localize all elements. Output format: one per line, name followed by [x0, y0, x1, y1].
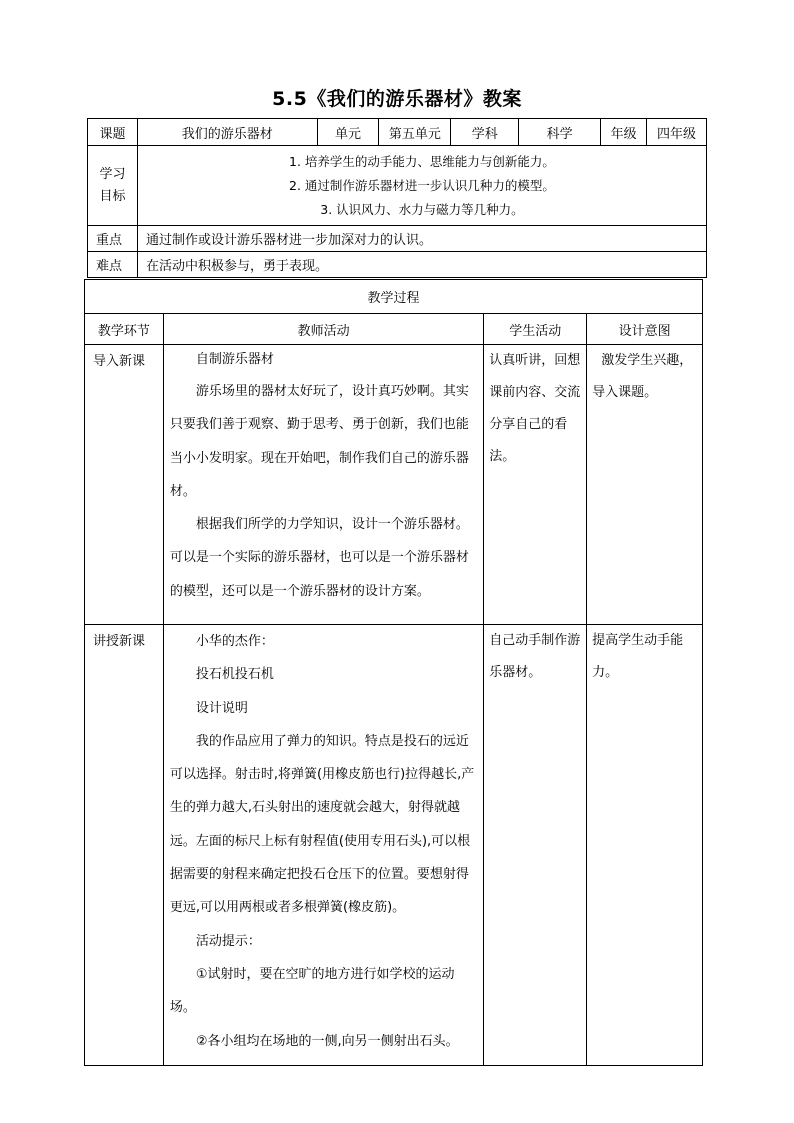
teach-line: 投石机投石机 — [195, 667, 274, 683]
intro-design-intent — [587, 345, 703, 625]
objectives-label-line-2: 目标 — [99, 188, 126, 204]
intro-paragraph: 游乐场里的器材太好玩了，设计真巧妙啊。其实只要我们善于观察、勤于思考、勇于创新，我们也能当小小发明家。现在开始吧，制作我们自己的游乐器材。 — [169, 384, 469, 499]
process-heading-row — [85, 280, 703, 314]
objectives-label-line-1: 学习 — [99, 166, 126, 182]
intro-student-activity — [484, 345, 587, 625]
teach-tip: ①试射时，要在空旷的地方进行如学校的运动场。 — [169, 966, 455, 1016]
objective-item: 1. 培养学生的动手能力、思维能力与创新能力。 — [289, 153, 555, 169]
lesson-label: 课题 — [88, 119, 138, 146]
teach-paragraph: 我的作品应用了弹力的知识。特点是投石的远近可以选择。射击时,将弹簧(用橡皮筋也行)拉得越长,产生的弹力越大,石头射出的速度就会越大，射得就越远。左面的标尺上标有射程值(使用专用石头),可以根据需要的射程来确定把投石仓压下的位置。要想射得更远,可以用两根或者多根弹簧(橡皮筋)。 — [169, 733, 475, 916]
intro-heading: 自制游乐器材 — [195, 352, 274, 367]
column-header-teacher: 教师活动 — [163, 314, 483, 345]
process-header-row — [85, 314, 703, 345]
teach-intent-text: 提高学生动手能力。 — [592, 633, 684, 680]
intro-teacher-activity — [163, 345, 483, 625]
teach-stage: 讲授新课 — [85, 625, 164, 1066]
objectives-row — [88, 146, 707, 226]
column-header-intent: 设计意图 — [587, 314, 703, 345]
key-point-label: 重点 — [88, 226, 138, 252]
intro-row — [85, 345, 703, 625]
objectives-label — [88, 146, 138, 226]
objective-item: 3. 认识风力、水力与磁力等几种力。 — [320, 201, 524, 217]
subject-label: 学科 — [451, 119, 519, 146]
lesson-value: 我们的游乐器材 — [137, 119, 317, 146]
difficulty-value: 在活动中积极参与，勇于表现。 — [137, 252, 706, 278]
teach-tip: ②各小组均在场地的一侧,向另一侧射出石头。 — [195, 1033, 459, 1049]
grade-label: 年级 — [601, 119, 647, 146]
teach-student-text: 自己动手制作游乐器材。 — [489, 633, 581, 680]
objective-item: 2. 通过制作游乐器材进一步认识几种力的模型。 — [289, 177, 555, 193]
teaching-process-table — [84, 279, 703, 1066]
grade-value: 四年级 — [647, 119, 707, 146]
teach-line: 小华的杰作： — [195, 634, 274, 649]
teach-design-intent — [587, 625, 703, 1066]
key-point-value: 通过制作或设计游乐器材进一步加深对力的认识。 — [137, 226, 706, 252]
page-title: 5.5《我们的游乐器材》教案 — [272, 88, 522, 110]
lesson-info-row — [88, 119, 707, 146]
unit-label: 单元 — [317, 119, 379, 146]
difficulty-label: 难点 — [88, 252, 138, 278]
unit-value: 第五单元 — [379, 119, 451, 146]
process-heading: 教学过程 — [85, 280, 703, 314]
key-point-row — [88, 226, 707, 252]
teach-teacher-activity — [163, 625, 483, 1066]
column-header-student: 学生活动 — [484, 314, 587, 345]
intro-paragraph: 根据我们所学的力学知识，设计一个游乐器材。可以是一个实际的游乐器材，也可以是一个游乐器材的模型，还可以是一个游乐器材的设计方案。 — [169, 517, 469, 599]
subject-value: 科学 — [519, 119, 601, 146]
teach-row — [85, 625, 703, 1066]
teach-line: 设计说明 — [195, 700, 248, 716]
intro-intent-text: 激发学生兴趣，导入课题。 — [592, 353, 693, 400]
intro-stage: 导入新课 — [85, 345, 164, 625]
difficulty-row — [88, 252, 707, 278]
teach-line: 活动提示： — [195, 933, 261, 949]
teach-student-activity — [484, 625, 587, 1066]
objectives-list — [137, 146, 706, 226]
column-header-stage: 教学环节 — [85, 314, 164, 345]
lesson-info-table — [87, 118, 707, 278]
intro-student-text: 认真听讲，回想课前内容、交流分享自己的看法。 — [489, 353, 581, 464]
